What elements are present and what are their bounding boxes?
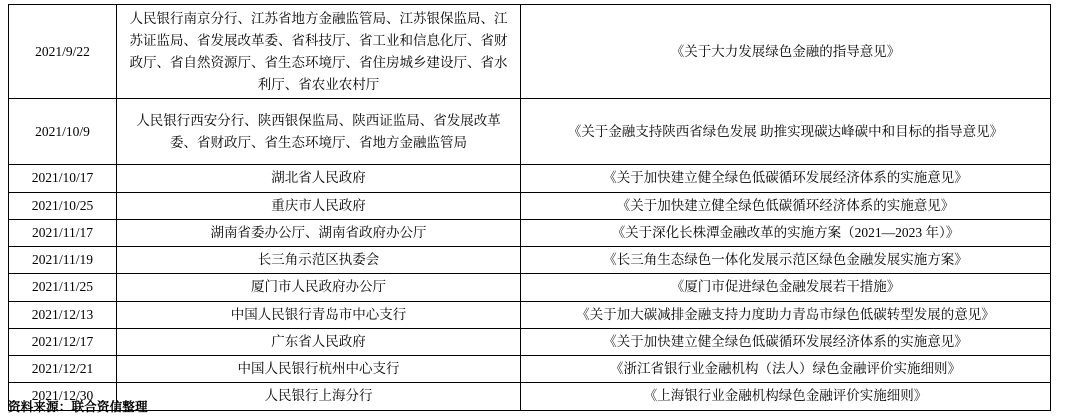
row-document: 《厦门市促进绿色金融发展若干措施》 xyxy=(521,274,1051,301)
row-document: 《长三角生态绿色一体化发展示范区绿色金融发展实施方案》 xyxy=(521,247,1051,274)
row-issuer: 中国人民银行杭州中心支行 xyxy=(117,356,521,383)
table-row xyxy=(9,356,1051,383)
row-document: 《上海银行业金融机构绿色金融评价实施细则》 xyxy=(521,383,1051,410)
row-document: 《浙江省银行业金融机构（法人）绿色金融评价实施细则》 xyxy=(521,356,1051,383)
source-note: 资料来源：联合资信整理 xyxy=(8,400,148,414)
row-issuer: 重庆市人民政府 xyxy=(117,192,521,219)
row-date: 2021/10/9 xyxy=(9,99,117,165)
row-document: 《关于加快建立健全绿色低碳循环经济体系的实施意见》 xyxy=(521,192,1051,219)
row-date: 2021/9/22 xyxy=(9,5,117,99)
row-date: 2021/12/21 xyxy=(9,356,117,383)
row-issuer: 湖南省委办公厅、湖南省政府办公厅 xyxy=(117,219,521,246)
policy-table xyxy=(8,4,1051,411)
table-row xyxy=(9,247,1051,274)
row-date: 2021/11/25 xyxy=(9,274,117,301)
row-issuer: 人民银行西安分行、陕西银保监局、陕西证监局、省发展改革委、省财政厅、省生态环境厅、省地方金融监管局 xyxy=(117,99,521,165)
row-issuer: 人民银行南京分行、江苏省地方金融监管局、江苏银保监局、江苏证监局、省发展改革委、省科技厅、省工业和信息化厅、省财政厅、省自然资源厅、省生态环境厅、省住房城乡建设厅、省水利厅、省农业农村厅 xyxy=(117,5,521,99)
row-document: 《关于加快建立健全绿色低碳循环发展经济体系的实施意见》 xyxy=(521,328,1051,355)
row-issuer: 湖北省人民政府 xyxy=(117,165,521,192)
row-date: 2021/11/17 xyxy=(9,219,117,246)
row-date: 2021/12/17 xyxy=(9,328,117,355)
row-document: 《关于加快建立健全绿色低碳循环发展经济体系的实施意见》 xyxy=(521,165,1051,192)
document-page xyxy=(0,4,1080,420)
table-row xyxy=(9,192,1051,219)
row-date: 2021/12/30 xyxy=(9,383,117,410)
table-row xyxy=(9,219,1051,246)
table-row xyxy=(9,165,1051,192)
table-row xyxy=(9,301,1051,328)
row-date: 2021/10/25 xyxy=(9,192,117,219)
table-row xyxy=(9,99,1051,165)
row-document: 《关于金融支持陕西省绿色发展 助推实现碳达峰碳中和目标的指导意见》 xyxy=(521,99,1051,165)
row-issuer: 长三角示范区执委会 xyxy=(117,247,521,274)
row-document: 《关于大力发展绿色金融的指导意见》 xyxy=(521,5,1051,99)
table-body xyxy=(9,5,1051,411)
table-row xyxy=(9,383,1051,410)
row-issuer: 中国人民银行青岛市中心支行 xyxy=(117,301,521,328)
row-issuer: 广东省人民政府 xyxy=(117,328,521,355)
row-issuer: 人民银行上海分行 xyxy=(117,383,521,410)
row-document: 《关于加大碳减排金融支持力度助力青岛市绿色低碳转型发展的意见》 xyxy=(521,301,1051,328)
table-row xyxy=(9,5,1051,99)
table-row xyxy=(9,328,1051,355)
row-date: 2021/12/13 xyxy=(9,301,117,328)
row-issuer: 厦门市人民政府办公厅 xyxy=(117,274,521,301)
table-row xyxy=(9,274,1051,301)
row-document: 《关于深化长株潭金融改革的实施方案（2021—2023 年）》 xyxy=(521,219,1051,246)
row-date: 2021/11/19 xyxy=(9,247,117,274)
row-date: 2021/10/17 xyxy=(9,165,117,192)
